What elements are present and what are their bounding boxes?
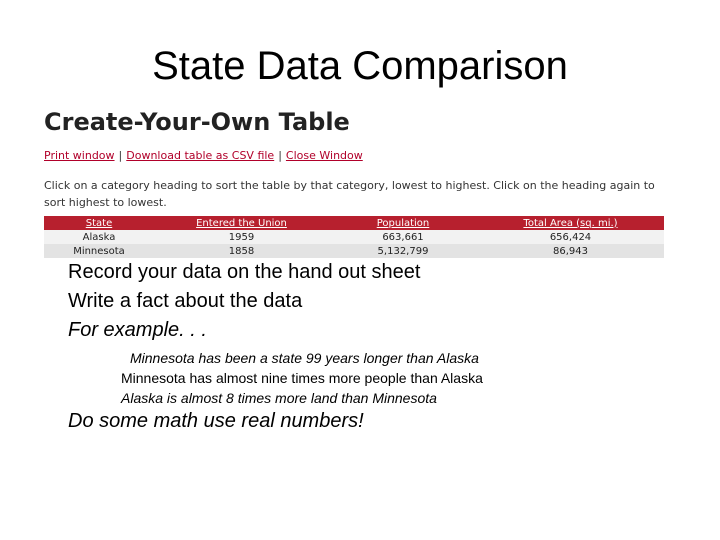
table-row	[44, 244, 664, 258]
table-page-heading: Create-Your-Own Table	[44, 108, 350, 136]
link-separator: |	[278, 149, 282, 162]
closing-instruction: Do some math use real numbers!	[68, 410, 364, 432]
column-header-total-area[interactable]: Total Area (sq. mi.)	[477, 216, 664, 230]
table-header-row	[44, 216, 664, 230]
window-links	[44, 149, 363, 162]
download-csv-link[interactable]: Download table as CSV file	[126, 149, 275, 162]
fact-item: Minnesota has almost nine times more people than Alaska	[121, 370, 483, 386]
cell-total-area: 86,943	[477, 244, 664, 258]
print-window-link[interactable]: Print window	[44, 149, 115, 162]
cell-entered-union: 1959	[154, 230, 329, 244]
cell-population: 5,132,799	[329, 244, 477, 258]
instruction-item: Write a fact about the data	[68, 290, 303, 312]
close-window-link[interactable]: Close Window	[285, 149, 363, 162]
column-header-population[interactable]: Population	[329, 216, 477, 230]
link-separator: |	[118, 149, 123, 162]
table-row	[44, 230, 664, 244]
cell-population: 663,661	[329, 230, 477, 244]
instruction-item: Record your data on the hand out sheet	[68, 261, 421, 283]
slide-title: State Data Comparison	[152, 44, 568, 88]
fact-item: Alaska is almost 8 times more land than Minnesota	[121, 390, 437, 406]
sort-instructions: Click on a category heading to sort the table by that category, lowest to highest. Click on the heading again to sort highest to lowest.	[44, 179, 655, 209]
instruction-list	[68, 258, 420, 345]
fact-item: Minnesota has been a state 99 years longer than Alaska	[130, 350, 479, 366]
example-facts	[121, 348, 483, 408]
cell-state: Minnesota	[44, 244, 154, 258]
column-header-state[interactable]: State	[44, 216, 154, 230]
cell-total-area: 656,424	[477, 230, 664, 244]
column-header-entered-union[interactable]: Entered the Union	[154, 216, 329, 230]
cell-state: Alaska	[44, 230, 154, 244]
instruction-item: For example. . .	[68, 319, 207, 341]
cell-entered-union: 1858	[154, 244, 329, 258]
embedded-table-screenshot	[44, 108, 672, 260]
state-data-table	[44, 216, 664, 258]
